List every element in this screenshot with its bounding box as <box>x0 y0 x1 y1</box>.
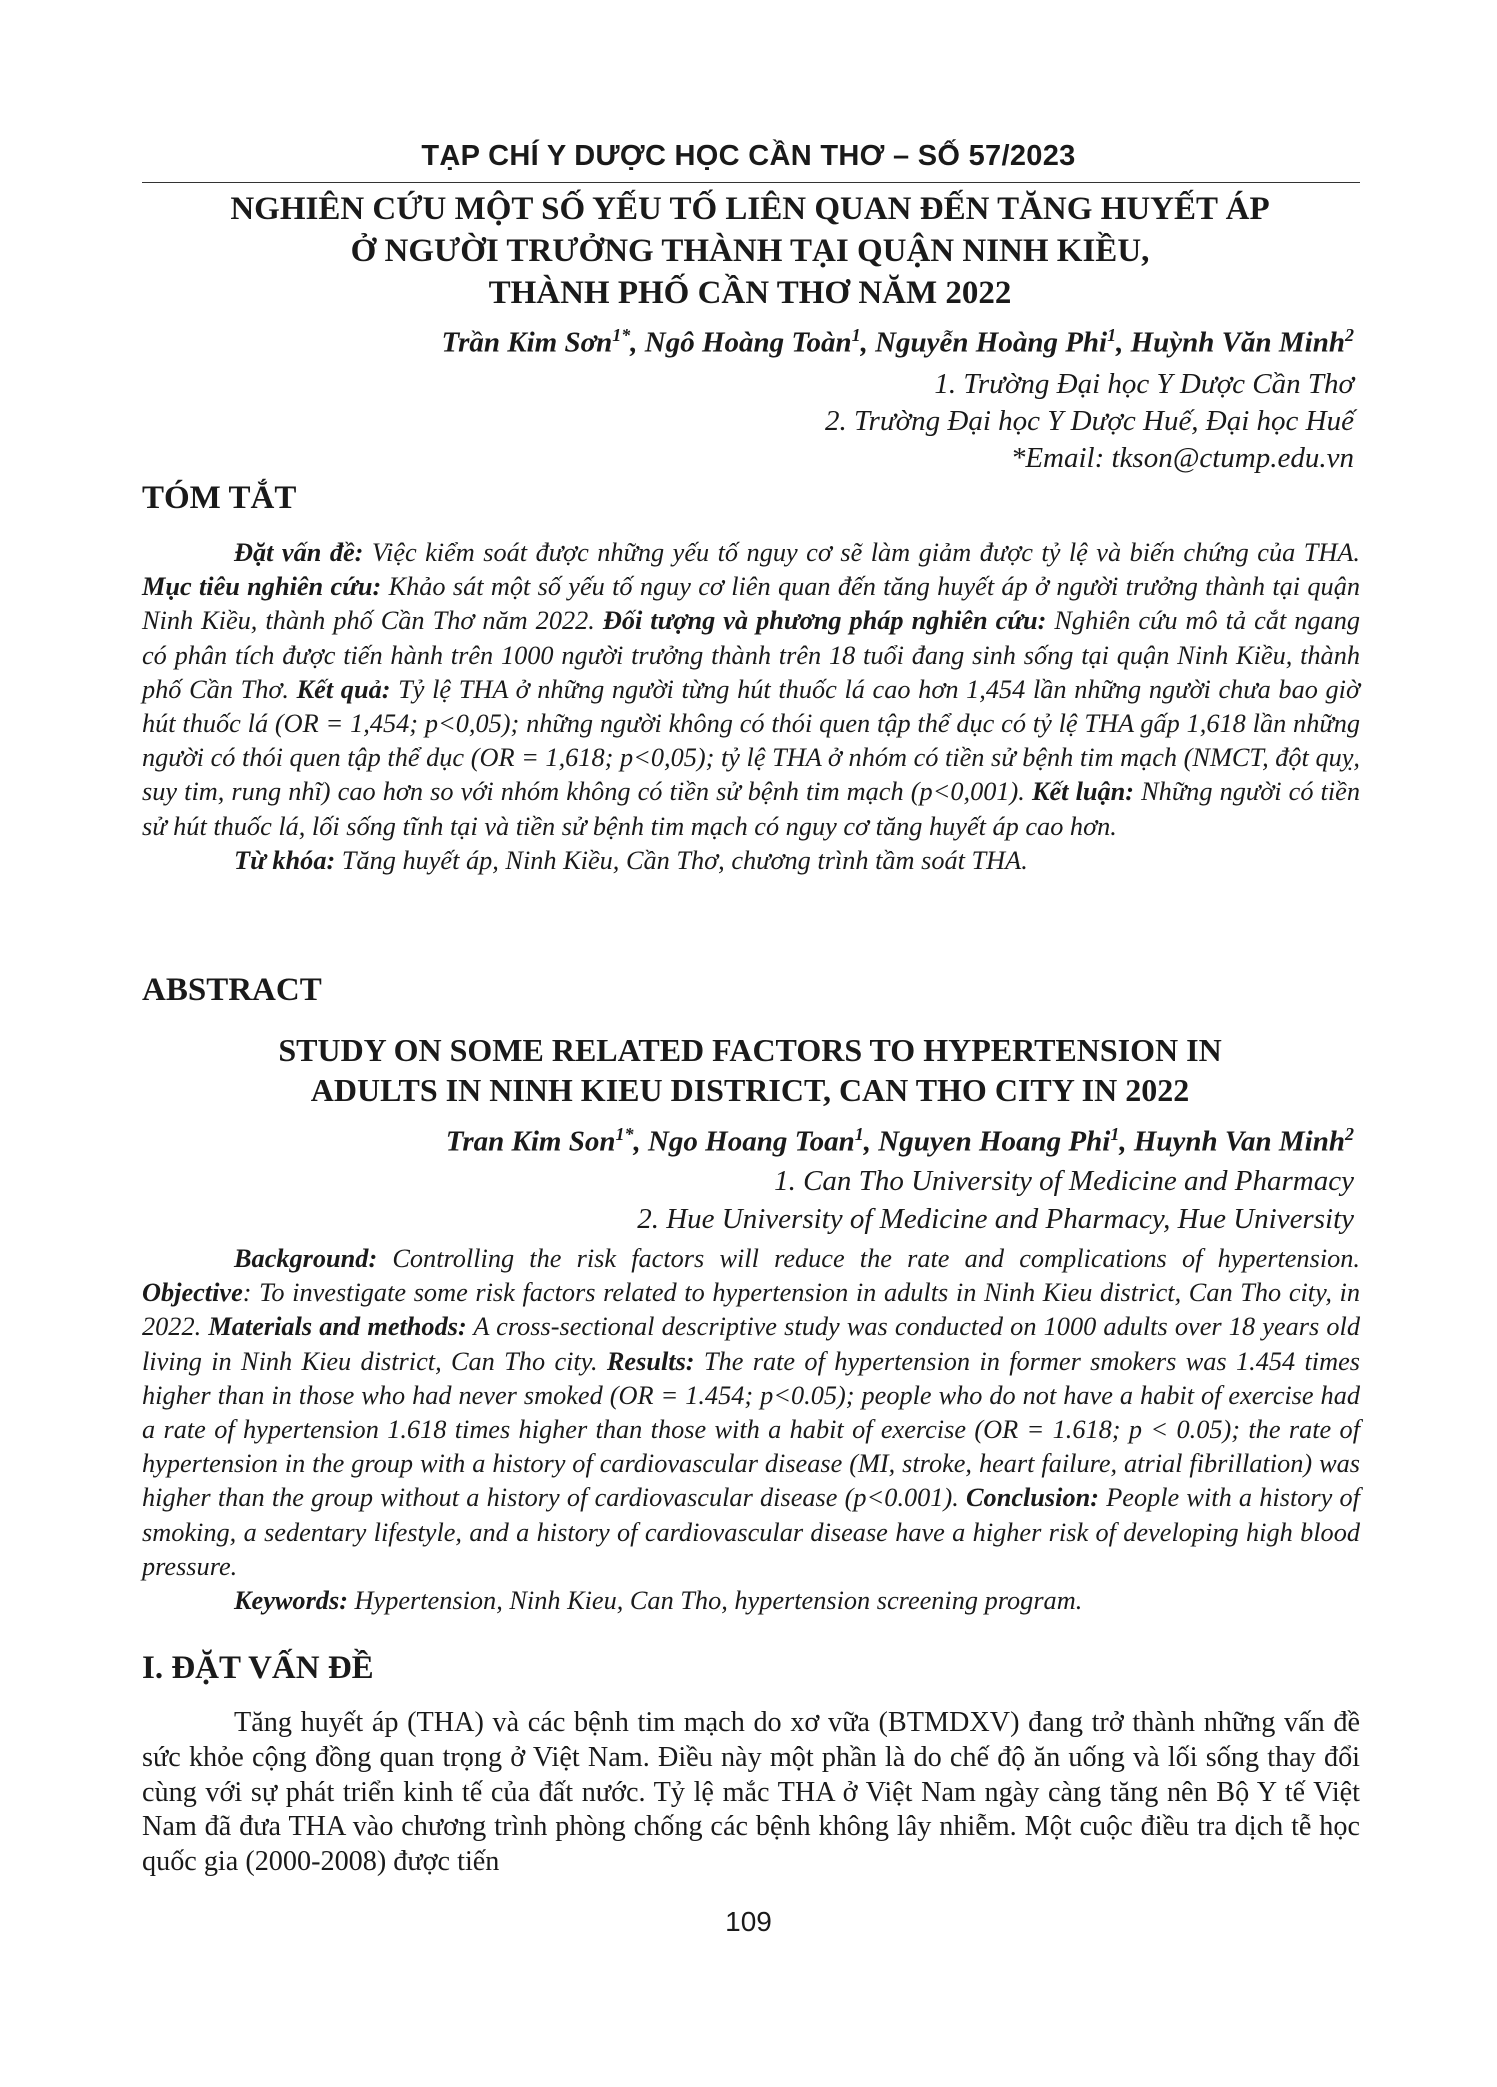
author-name: Nguyen Hoang Phi <box>878 1125 1111 1158</box>
title-vn-line2: Ở NGƯỜI TRƯỞNG THÀNH TẠI QUẬN NINH KIỀU, <box>350 233 1150 269</box>
abstract-label: Conclusion: <box>966 1483 1099 1513</box>
author-sup: 1* <box>615 1124 634 1144</box>
author-name: Ngo Hoang Toan <box>647 1125 855 1158</box>
affiliation-1-en: 1. Can Tho University of Medicine and Pharmacy <box>774 1165 1354 1197</box>
author-name: Trần Kim Sơn <box>441 326 613 359</box>
abstract-heading: ABSTRACT <box>142 972 322 1008</box>
page-number: 109 <box>725 1906 772 1937</box>
summary-vn: Đặt vấn đề: Việc kiểm soát được những yếu tố nguy cơ sẽ làm giảm được tỷ lệ và biến chứng của THA. Mục tiêu nghiên cứu: Khảo sát một số yếu tố nguy cơ liên quan đến tăng huyết áp ở người trưởng thành tại quận Ninh Kiều, thành phố Cần Thơ năm 2022. Đối tượng và phương pháp nghiên cứu: Nghiên cứu mô tả cắt ngang có phân tích được tiến hành trên 1000 người trưởng thành trên 18 tuổi đang sinh sống tại quận Ninh Kiều, thành phố Cần Thơ. Kết quả: Tỷ lệ THA ở những người từng hút thuốc lá cao hơn 1,454 lần những người chưa bao giờ hút thuốc lá (OR = 1,454; p<0,05); những người không có thói quen tập thể dục có tỷ lệ THA gấp 1,618 lần những người có thói quen tập thể dục (OR = 1,618; p<0,05); tỷ lệ THA ở nhóm có tiền sử bệnh tim mạch (NMCT, đột quỵ, suy tim, rung nhĩ) cao hơn so với nhóm không có tiền sử bệnh tim mạch (p<0,001). Kết luận: Những người có tiền sử hút thuốc lá, lối sống tĩnh tại và tiền sử bệnh tim mạch có nguy cơ tăng huyết áp cao hơn. Từ khóa: Tăng huyết áp, Ninh Kiều, Cần Thơ, chương trình tầm soát THA. <box>142 536 1360 878</box>
title-vn-line3: THÀNH PHỐ CẦN THƠ NĂM 2022 <box>488 275 1012 311</box>
author-sup: 1 <box>854 1124 864 1144</box>
summary-label: Đối tượng và phương pháp nghiên cứu: <box>602 606 1047 636</box>
title-vn-line1: NGHIÊN CỨU MỘT SỐ YẾU TỐ LIÊN QUAN ĐẾN TĂNG HUYẾT ÁP <box>230 191 1270 227</box>
journal-header: TẠP CHÍ Y DƯỢC HỌC CẦN THƠ – SỐ 57/2023 <box>421 140 1076 172</box>
abstract-label: Background: <box>234 1244 378 1273</box>
title-en-line1: STUDY ON SOME RELATED FACTORS TO HYPERTENSION IN <box>278 1032 1222 1068</box>
abstract-label: Objective <box>142 1278 243 1308</box>
author-name: Tran Kim Son <box>445 1125 616 1158</box>
author-sup: 1 <box>851 325 861 345</box>
title-en <box>150 1030 1350 1110</box>
author-name: Ngô Hoàng Toàn <box>644 326 852 359</box>
authors-en: Tran Kim Son$^{1*}$, Ngo Hoang Toan$^1$, Nguyen Hoang Phi$^1$, Huynh Van Minh$^2$ <box>445 1124 1354 1158</box>
author-sup: 1* <box>612 325 631 345</box>
author-sup: 1 <box>1107 325 1117 345</box>
author-sup: 2 <box>1345 1124 1354 1144</box>
summary-heading: TÓM TẮT <box>142 480 297 516</box>
abstract-en: Background: Controlling the risk factors will reduce the rate and complications of hypertension. Objective: To investigate some risk factors related to hypertension in adults in Ninh Kieu district, Can Tho city, in 2022. Materials and methods: A cross-sectional descriptive study was conducted on 1000 adults over 18 years old living in Ninh Kieu district, Can Tho city. Results: The rate of hypertension in former smokers was 1.454 times higher than in those who had never smoked (OR = 1.454; p<0.05); people who do not have a habit of exercise had a rate of hypertension 1.618 times higher than those with a habit of exercise (OR = 1.618; p < 0.05); the rate of hypertension in the group with a history of cardiovascular disease (MI, stroke, heart failure, atrial fibrillation) was higher than the group without a history of cardiovascular disease (p<0.001). Conclusion: People with a history of smoking, a sedentary lifestyle, and a history of cardiovascular disease have a higher risk of developing high blood pressure. Keywords: Hypertension, Ninh Kieu, Can Tho, hypertension screening program. <box>142 1242 1360 1618</box>
section-1-body <box>142 1706 1360 1880</box>
section-1-heading: I. ĐẶT VẤN ĐỀ <box>142 1650 374 1686</box>
summary-label: Kết quả: <box>296 674 391 704</box>
affiliation-2-en: 2. Hue University of Medicine and Pharmacy, Hue University <box>637 1203 1354 1235</box>
summary-label: Mục tiêu nghiên cứu: <box>142 572 382 602</box>
authors-vn: Trần Kim Sơn$^{1*}$, Ngô Hoàng Toàn$^1$, Nguyễn Hoàng Phi$^1$, Huỳnh Văn Minh$^2$ <box>441 325 1354 359</box>
summary-label: Đặt vấn đề: <box>234 538 364 567</box>
author-name: Huynh Van Minh <box>1133 1125 1345 1158</box>
author-name: Nguyễn Hoàng Phi <box>875 326 1108 359</box>
header-rule <box>142 182 1360 183</box>
summary-label: Kết luận: <box>1031 777 1135 807</box>
author-sup: 2 <box>1345 325 1354 345</box>
title-vn <box>150 188 1350 314</box>
email: *Email: tkson@ctump.edu.vn <box>1010 442 1354 474</box>
title-en-line2: ADULTS IN NINH KIEU DISTRICT, CAN THO CITY IN 2022 <box>310 1072 1190 1108</box>
body-paragraph: Tăng huyết áp (THA) và các bệnh tim mạch do xơ vữa (BTMDXV) đang trở thành những vấn đề sức khỏe cộng đồng quan trọng ở Việt Nam. Điều này một phần là do chế độ ăn uống và lối sống thay đổi cùng với sự phát triển kinh tế của đất nước. Tỷ lệ mắc THA ở Việt Nam ngày càng tăng nên Bộ Y tế Việt Nam đã đưa THA vào chương trình phòng chống các bệnh không lây nhiễm. Một cuộc điều tra dịch tễ học quốc gia (2000-2008) được tiến <box>142 1707 1360 1878</box>
keywords-vn: Từ khóa: Tăng huyết áp, Ninh Kiều, Cần Thơ, chương trình tầm soát THA. <box>234 845 1028 875</box>
keywords-en: Keywords: Hypertension, Ninh Kieu, Can Tho, hypertension screening program. <box>234 1586 1083 1616</box>
author-name: Huỳnh Văn Minh <box>1130 326 1345 359</box>
abstract-label: Materials and methods: <box>208 1312 467 1342</box>
author-sup: 1 <box>1110 1124 1120 1144</box>
affiliation-2-vn: 2. Trường Đại học Y Dược Huế, Đại học Huế <box>825 405 1354 437</box>
affiliation-1-vn: 1. Trường Đại học Y Dược Cần Thơ <box>934 368 1354 400</box>
abstract-label: Results: <box>606 1346 695 1376</box>
